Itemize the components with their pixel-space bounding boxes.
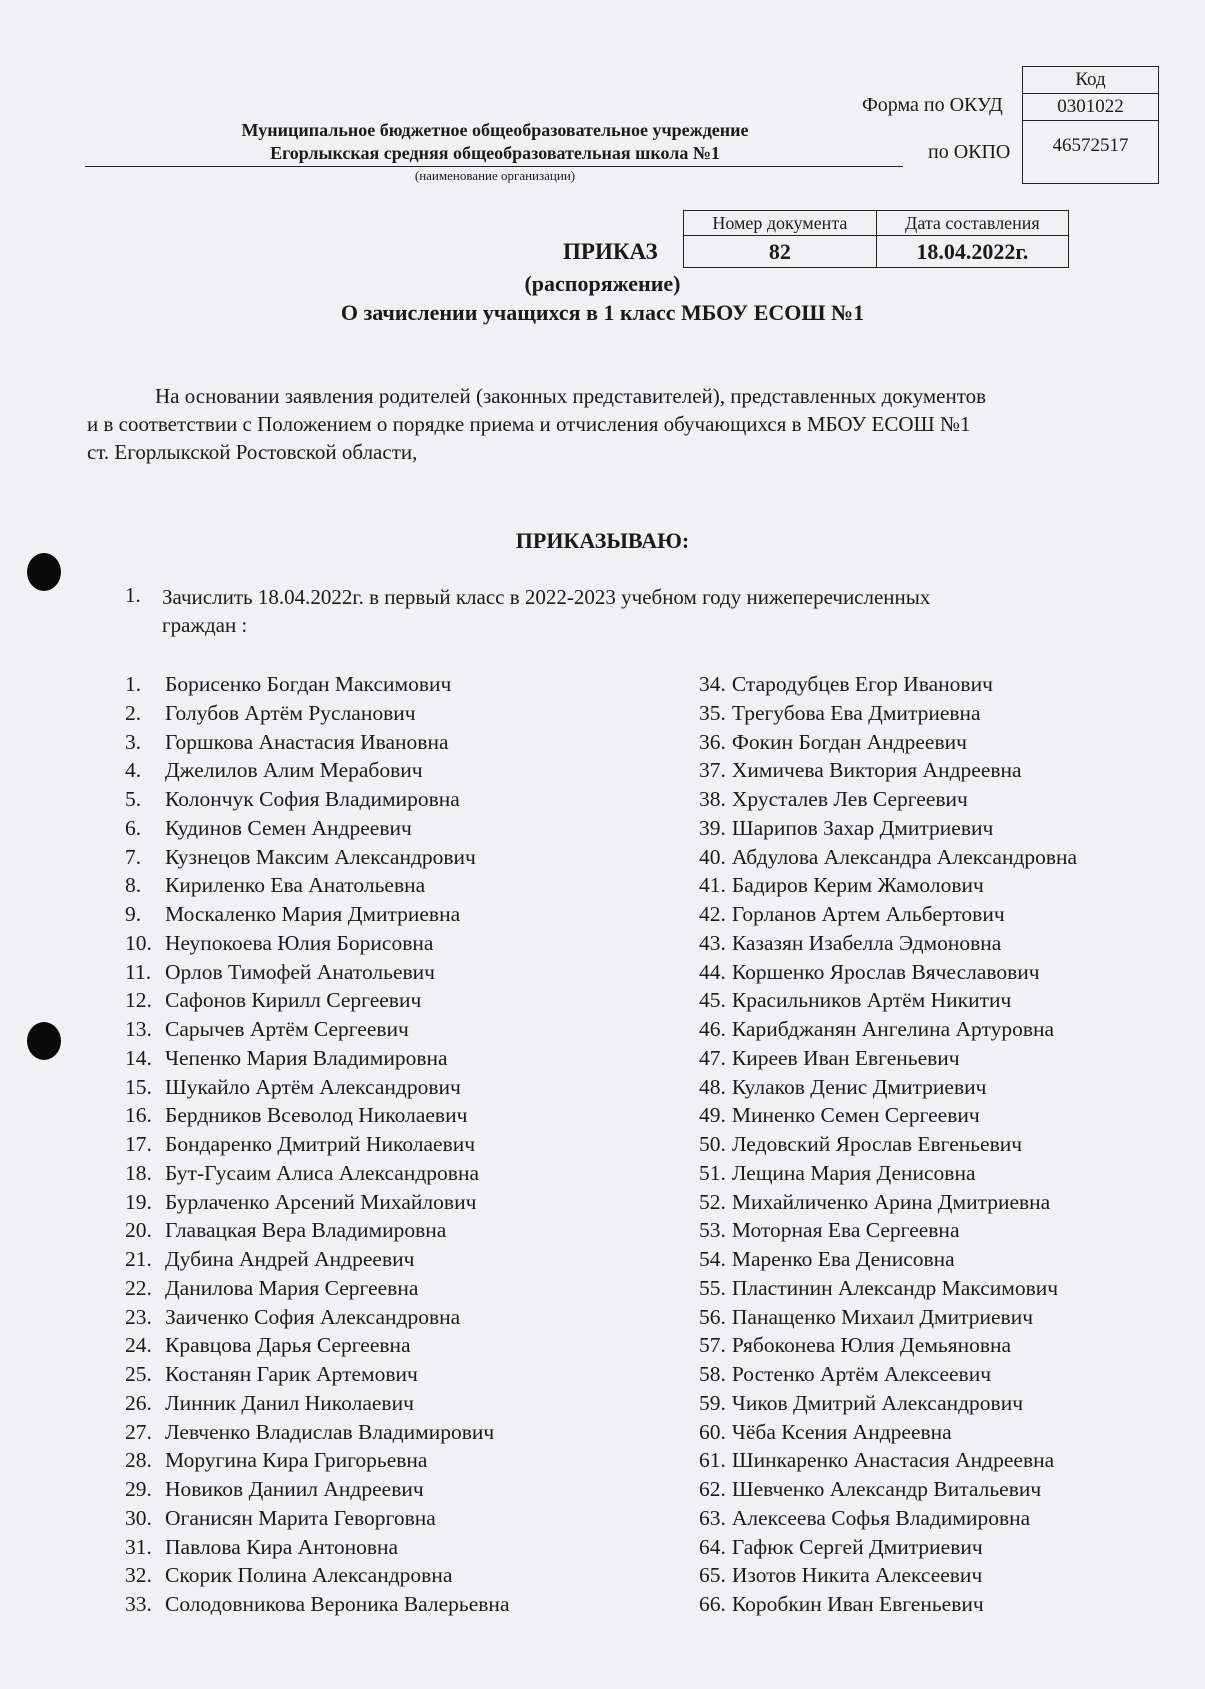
student-list-item [699, 929, 1077, 958]
student-list-item [125, 1504, 509, 1533]
student-list-item [699, 1245, 1077, 1274]
student-list-item [125, 1561, 509, 1590]
student-number: 5. [125, 787, 142, 811]
student-number: 42. [699, 902, 726, 926]
student-name: Орлов Тимофей Анатольевич [165, 959, 435, 984]
student-list-item [699, 1360, 1077, 1389]
order-word: ПРИКАЗЫВАЮ: [515, 528, 690, 553]
student-list-item [125, 1303, 509, 1332]
student-list-item [699, 1590, 1077, 1619]
student-list-item [699, 1533, 1077, 1562]
student-name: Новиков Даниил Андреевич [165, 1477, 424, 1501]
student-number: 43. [699, 930, 726, 955]
student-list-item [125, 900, 509, 929]
student-name: Коробкин Иван Евгеньевич [731, 1592, 984, 1616]
organization-line1: Муниципальное бюджетное общеобразовательное учреждение [241, 120, 749, 140]
student-number: 19. [125, 1189, 152, 1214]
student-number: 33. [125, 1592, 152, 1616]
student-number: 34. [699, 672, 726, 696]
student-name: Киреев Иван Евгеньевич [731, 1045, 960, 1070]
student-name: Шукайло Артём Александрович [165, 1074, 461, 1099]
student-name: Панащенко Михаил Дмитриевич [731, 1304, 1034, 1329]
code-table [1022, 66, 1159, 184]
student-name: Шарипов Захар Дмитриевич [731, 815, 994, 840]
item1-line1: Зачислить 18.04.2022г. в первый класс в 2022-2023 учебном году нижеперечисленных [162, 585, 931, 609]
student-number: 11. [125, 959, 152, 984]
student-number: 52. [699, 1189, 726, 1214]
student-name: Борисенко Богдан Максимович [165, 672, 452, 696]
student-name: Ледовский Ярослав Евгеньевич [731, 1132, 1023, 1156]
student-name: Дубина Андрей Андреевич [165, 1247, 415, 1271]
student-number: 31. [125, 1534, 152, 1559]
student-list-item [125, 1590, 509, 1619]
student-number: 13. [125, 1017, 152, 1041]
punch-hole [27, 1022, 61, 1060]
student-number: 36. [699, 729, 726, 754]
student-list-item [125, 1446, 509, 1475]
student-list-item [125, 986, 509, 1015]
student-name: Бондаренко Дмитрий Николаевич [165, 1132, 476, 1156]
student-number: 3. [125, 729, 142, 754]
student-list-item [699, 785, 1077, 814]
student-number: 59. [699, 1390, 726, 1415]
okpo-value: 46572517 [1052, 135, 1129, 156]
student-number: 38. [699, 787, 726, 811]
student-name: Ростенко Артём Алексеевич [731, 1362, 992, 1386]
student-number: 23. [125, 1304, 152, 1329]
student-number: 49. [699, 1103, 726, 1128]
student-name: Линник Данил Николаевич [165, 1390, 414, 1415]
student-number: 61. [699, 1448, 726, 1473]
student-name: Моругина Кира Григорьевна [165, 1448, 428, 1473]
student-list-item [699, 1044, 1077, 1073]
student-list-item [699, 1130, 1077, 1159]
student-number: 37. [699, 758, 726, 783]
student-list-item [699, 1331, 1077, 1360]
student-list-item [125, 958, 509, 987]
student-number: 14. [125, 1045, 152, 1070]
student-list-item [125, 1245, 509, 1274]
student-number: 16. [125, 1103, 152, 1128]
student-number: 45. [699, 988, 726, 1013]
student-list-item [125, 1101, 509, 1130]
student-list-item [699, 1073, 1077, 1102]
student-number: 66. [699, 1592, 726, 1616]
student-name: Левченко Владислав Владимирович [165, 1419, 495, 1444]
student-name: Карибджанян Ангелина Артуровна [731, 1017, 1055, 1041]
student-name: Кириленко Ева Анатольевна [165, 873, 426, 898]
student-list-item [125, 843, 509, 872]
student-name: Кудинов Семен Андреевич [165, 815, 412, 840]
student-list-item [699, 1159, 1077, 1188]
student-number: 12. [125, 988, 152, 1013]
student-number: 32. [125, 1563, 152, 1588]
item1-line2: граждан : [162, 613, 248, 637]
student-name: Главацкая Вера Владимировна [165, 1218, 447, 1243]
student-number: 4. [125, 758, 142, 783]
student-name: Чепенко Мария Владимировна [165, 1045, 448, 1070]
student-list-item [699, 670, 1077, 699]
student-list-left [125, 670, 509, 1619]
student-list-item [125, 699, 509, 728]
document-number: 82 [684, 236, 877, 268]
student-name: Сафонов Кирилл Сергеевич [165, 988, 422, 1013]
document-type: ПРИКАЗ [563, 239, 658, 264]
student-number: 58. [699, 1362, 726, 1386]
student-list-item [699, 1561, 1077, 1590]
student-name: Чиков Дмитрий Александрович [731, 1390, 1024, 1415]
student-list-item [125, 1360, 509, 1389]
student-list-item [699, 1274, 1077, 1303]
student-number: 22. [125, 1275, 152, 1300]
okud-value: 0301022 [1023, 94, 1158, 121]
student-name: Алексеева Софья Владимировна [731, 1505, 1031, 1530]
student-list-item [125, 1073, 509, 1102]
student-name: Голубов Артём Русланович [165, 700, 416, 725]
student-number: 1. [125, 672, 142, 696]
student-number: 53. [699, 1218, 726, 1243]
student-name: Сарычев Артём Сергеевич [165, 1017, 409, 1041]
student-number: 46. [699, 1017, 726, 1041]
student-name: Абдулова Александра Александровна [731, 844, 1078, 869]
student-list-item [699, 1188, 1077, 1217]
student-name: Горланов Артем Альбертович [731, 902, 1005, 926]
student-number: 6. [125, 815, 142, 840]
student-list-item [699, 871, 1077, 900]
student-list-item [125, 1044, 509, 1073]
student-list-item [125, 871, 509, 900]
student-list-item [699, 1504, 1077, 1533]
student-name: Заиченко София Александровна [165, 1304, 461, 1329]
student-name: Трегубова Ева Дмитриевна [731, 700, 981, 725]
student-number: 50. [699, 1132, 726, 1156]
student-number: 9. [125, 902, 142, 926]
student-name: Кравцова Дарья Сергеевна [165, 1333, 411, 1358]
student-name: Стародубцев Егор Иванович [731, 672, 993, 696]
student-name: Фокин Богдан Андреевич [731, 729, 967, 754]
student-name: Рябоконева Юлия Демьяновна [731, 1333, 1012, 1358]
student-name: Лещина Мария Денисовна [731, 1160, 976, 1185]
preamble [87, 382, 1147, 466]
student-name: Гафюк Сергей Дмитриевич [731, 1534, 983, 1559]
organization-line2: Егорлыкская средняя общеобразовательная школа №1 [270, 143, 720, 163]
student-name: Горшкова Анастасия Ивановна [165, 729, 449, 754]
student-list-item [125, 728, 509, 757]
student-list-item [699, 756, 1077, 785]
student-list-item [699, 1303, 1077, 1332]
number-header: Номер документа [684, 211, 877, 236]
student-name: Бердников Всеволод Николаевич [165, 1103, 468, 1128]
student-number: 55. [699, 1275, 726, 1300]
student-number: 25. [125, 1362, 152, 1386]
student-list-item [125, 1188, 509, 1217]
student-name: Пластинин Александр Максимович [731, 1275, 1059, 1300]
student-name: Джелилов Алим Мерабович [165, 758, 423, 783]
student-number: 10. [125, 930, 152, 955]
document-date: 18.04.2022г. [876, 236, 1068, 268]
student-name: Павлова Кира Антоновна [165, 1534, 399, 1559]
student-number: 39. [699, 815, 726, 840]
student-list-item [125, 1331, 509, 1360]
student-name: Маренко Ева Денисовна [731, 1247, 955, 1271]
student-list-item [699, 1015, 1077, 1044]
student-number: 51. [699, 1160, 726, 1185]
student-name: Химичева Виктория Андреевна [731, 758, 1022, 783]
student-list-item [699, 1475, 1077, 1504]
student-list-item [699, 699, 1077, 728]
student-name: Красильников Артём Никитич [731, 988, 1012, 1013]
student-name: Бурлаченко Арсений Михайлович [165, 1189, 477, 1214]
student-name: Скорик Полина Александровна [165, 1563, 453, 1588]
student-name: Кулаков Денис Дмитриевич [731, 1074, 987, 1099]
student-name: Моторная Ева Сергеевна [731, 1218, 960, 1243]
student-list-item [125, 1475, 509, 1504]
document-title: О зачислении учащихся в 1 класс МБОУ ЕСОШ №1 [340, 300, 865, 325]
student-name: Костанян Гарик Артемович [165, 1362, 418, 1386]
student-number: 56. [699, 1304, 726, 1329]
student-name: Изотов Никита Алексеевич [731, 1563, 983, 1588]
student-list-item [699, 1216, 1077, 1245]
preamble-line2: и в соответствии с Положением о порядке приема и отчисления обучающихся в МБОУ ЕСОШ №1 [87, 412, 971, 436]
student-number: 30. [125, 1505, 152, 1530]
student-list-item [125, 756, 509, 785]
student-number: 7. [125, 844, 142, 869]
student-list-item [125, 1274, 509, 1303]
student-name: Солодовникова Вероника Валерьевна [165, 1592, 510, 1616]
preamble-line3: ст. Егорлыкской Ростовской области, [87, 440, 418, 464]
student-name: Михайличенко Арина Дмитриевна [731, 1189, 1051, 1214]
student-number: 29. [125, 1477, 152, 1501]
student-list-item [699, 843, 1077, 872]
student-name: Бадиров Керим Жамолович [731, 873, 984, 898]
student-list-item [125, 1533, 509, 1562]
student-name: Бут-Гусаим Алиса Александровна [165, 1160, 479, 1185]
student-list-right [699, 670, 1077, 1619]
student-number: 48. [699, 1074, 726, 1099]
preamble-line1: На основании заявления родителей (законных представителей), представленных документов [155, 384, 987, 408]
student-list-item [125, 1015, 509, 1044]
student-list-item [699, 958, 1077, 987]
student-name: Миненко Семен Сергеевич [731, 1103, 980, 1128]
student-number: 17. [125, 1132, 152, 1156]
code-header: Код [1023, 67, 1158, 94]
date-header: Дата составления [876, 211, 1068, 236]
organization-underline [85, 166, 903, 167]
document-subtype: (распоряжение) [524, 271, 681, 296]
student-list-item [699, 1101, 1077, 1130]
student-name: Коршенко Ярослав Вячеславович [731, 959, 1040, 984]
student-name: Кузнецов Максим Александрович [165, 844, 476, 869]
item1-text [162, 583, 1122, 639]
okpo-label: по ОКПО [928, 141, 1011, 163]
student-number: 54. [699, 1247, 726, 1271]
student-number: 26. [125, 1390, 152, 1415]
student-name: Неупокоева Юлия Борисовна [165, 930, 434, 955]
punch-hole [27, 553, 61, 591]
student-number: 60. [699, 1419, 726, 1444]
student-name: Колончук София Владимировна [165, 787, 460, 811]
student-list-item [699, 728, 1077, 757]
student-list-item [699, 900, 1077, 929]
student-list-item [125, 929, 509, 958]
student-list-item [125, 1389, 509, 1418]
student-list-item [699, 1389, 1077, 1418]
student-list-item [125, 670, 509, 699]
student-number: 63. [699, 1505, 726, 1530]
student-list-item [125, 1216, 509, 1245]
student-number: 24. [125, 1333, 152, 1358]
student-number: 2. [125, 700, 142, 725]
student-name: Хрусталев Лев Сергеевич [731, 787, 968, 811]
student-number: 40. [699, 844, 726, 869]
student-number: 35. [699, 700, 726, 725]
document-table [683, 210, 1069, 268]
student-number: 8. [125, 873, 142, 898]
student-list-item [125, 1159, 509, 1188]
student-number: 64. [699, 1534, 726, 1559]
student-list-item [125, 1130, 509, 1159]
organization-caption: (наименование организации) [414, 168, 576, 183]
student-number: 44. [699, 959, 726, 984]
student-number: 62. [699, 1477, 726, 1501]
student-number: 27. [125, 1419, 152, 1444]
student-list-item [699, 986, 1077, 1015]
student-list-item [699, 1418, 1077, 1447]
student-number: 28. [125, 1448, 152, 1473]
student-list-item [125, 1418, 509, 1447]
student-list-item [699, 814, 1077, 843]
student-list-item [125, 814, 509, 843]
student-number: 57. [699, 1333, 726, 1358]
student-number: 41. [699, 873, 726, 898]
student-name: Москаленко Мария Дмитриевна [165, 902, 461, 926]
student-name: Шевченко Александр Витальевич [731, 1477, 1042, 1501]
student-list-item [125, 785, 509, 814]
student-number: 65. [699, 1563, 726, 1588]
student-name: Данилова Мария Сергеевна [165, 1275, 419, 1300]
student-number: 15. [125, 1074, 152, 1099]
student-name: Казазян Изабелла Эдмоновна [731, 930, 1002, 955]
student-number: 18. [125, 1160, 152, 1185]
okud-label: Форма по ОКУД [862, 94, 1003, 116]
student-number: 20. [125, 1218, 152, 1243]
item1-number: 1. [125, 583, 141, 607]
student-name: Чёба Ксения Андреевна [731, 1419, 952, 1444]
student-list-item [699, 1446, 1077, 1475]
student-number: 21. [125, 1247, 152, 1271]
student-number: 47. [699, 1045, 726, 1070]
student-name: Оганисян Марита Геворговна [165, 1505, 436, 1530]
student-name: Шинкаренко Анастасия Андреевна [731, 1448, 1055, 1473]
